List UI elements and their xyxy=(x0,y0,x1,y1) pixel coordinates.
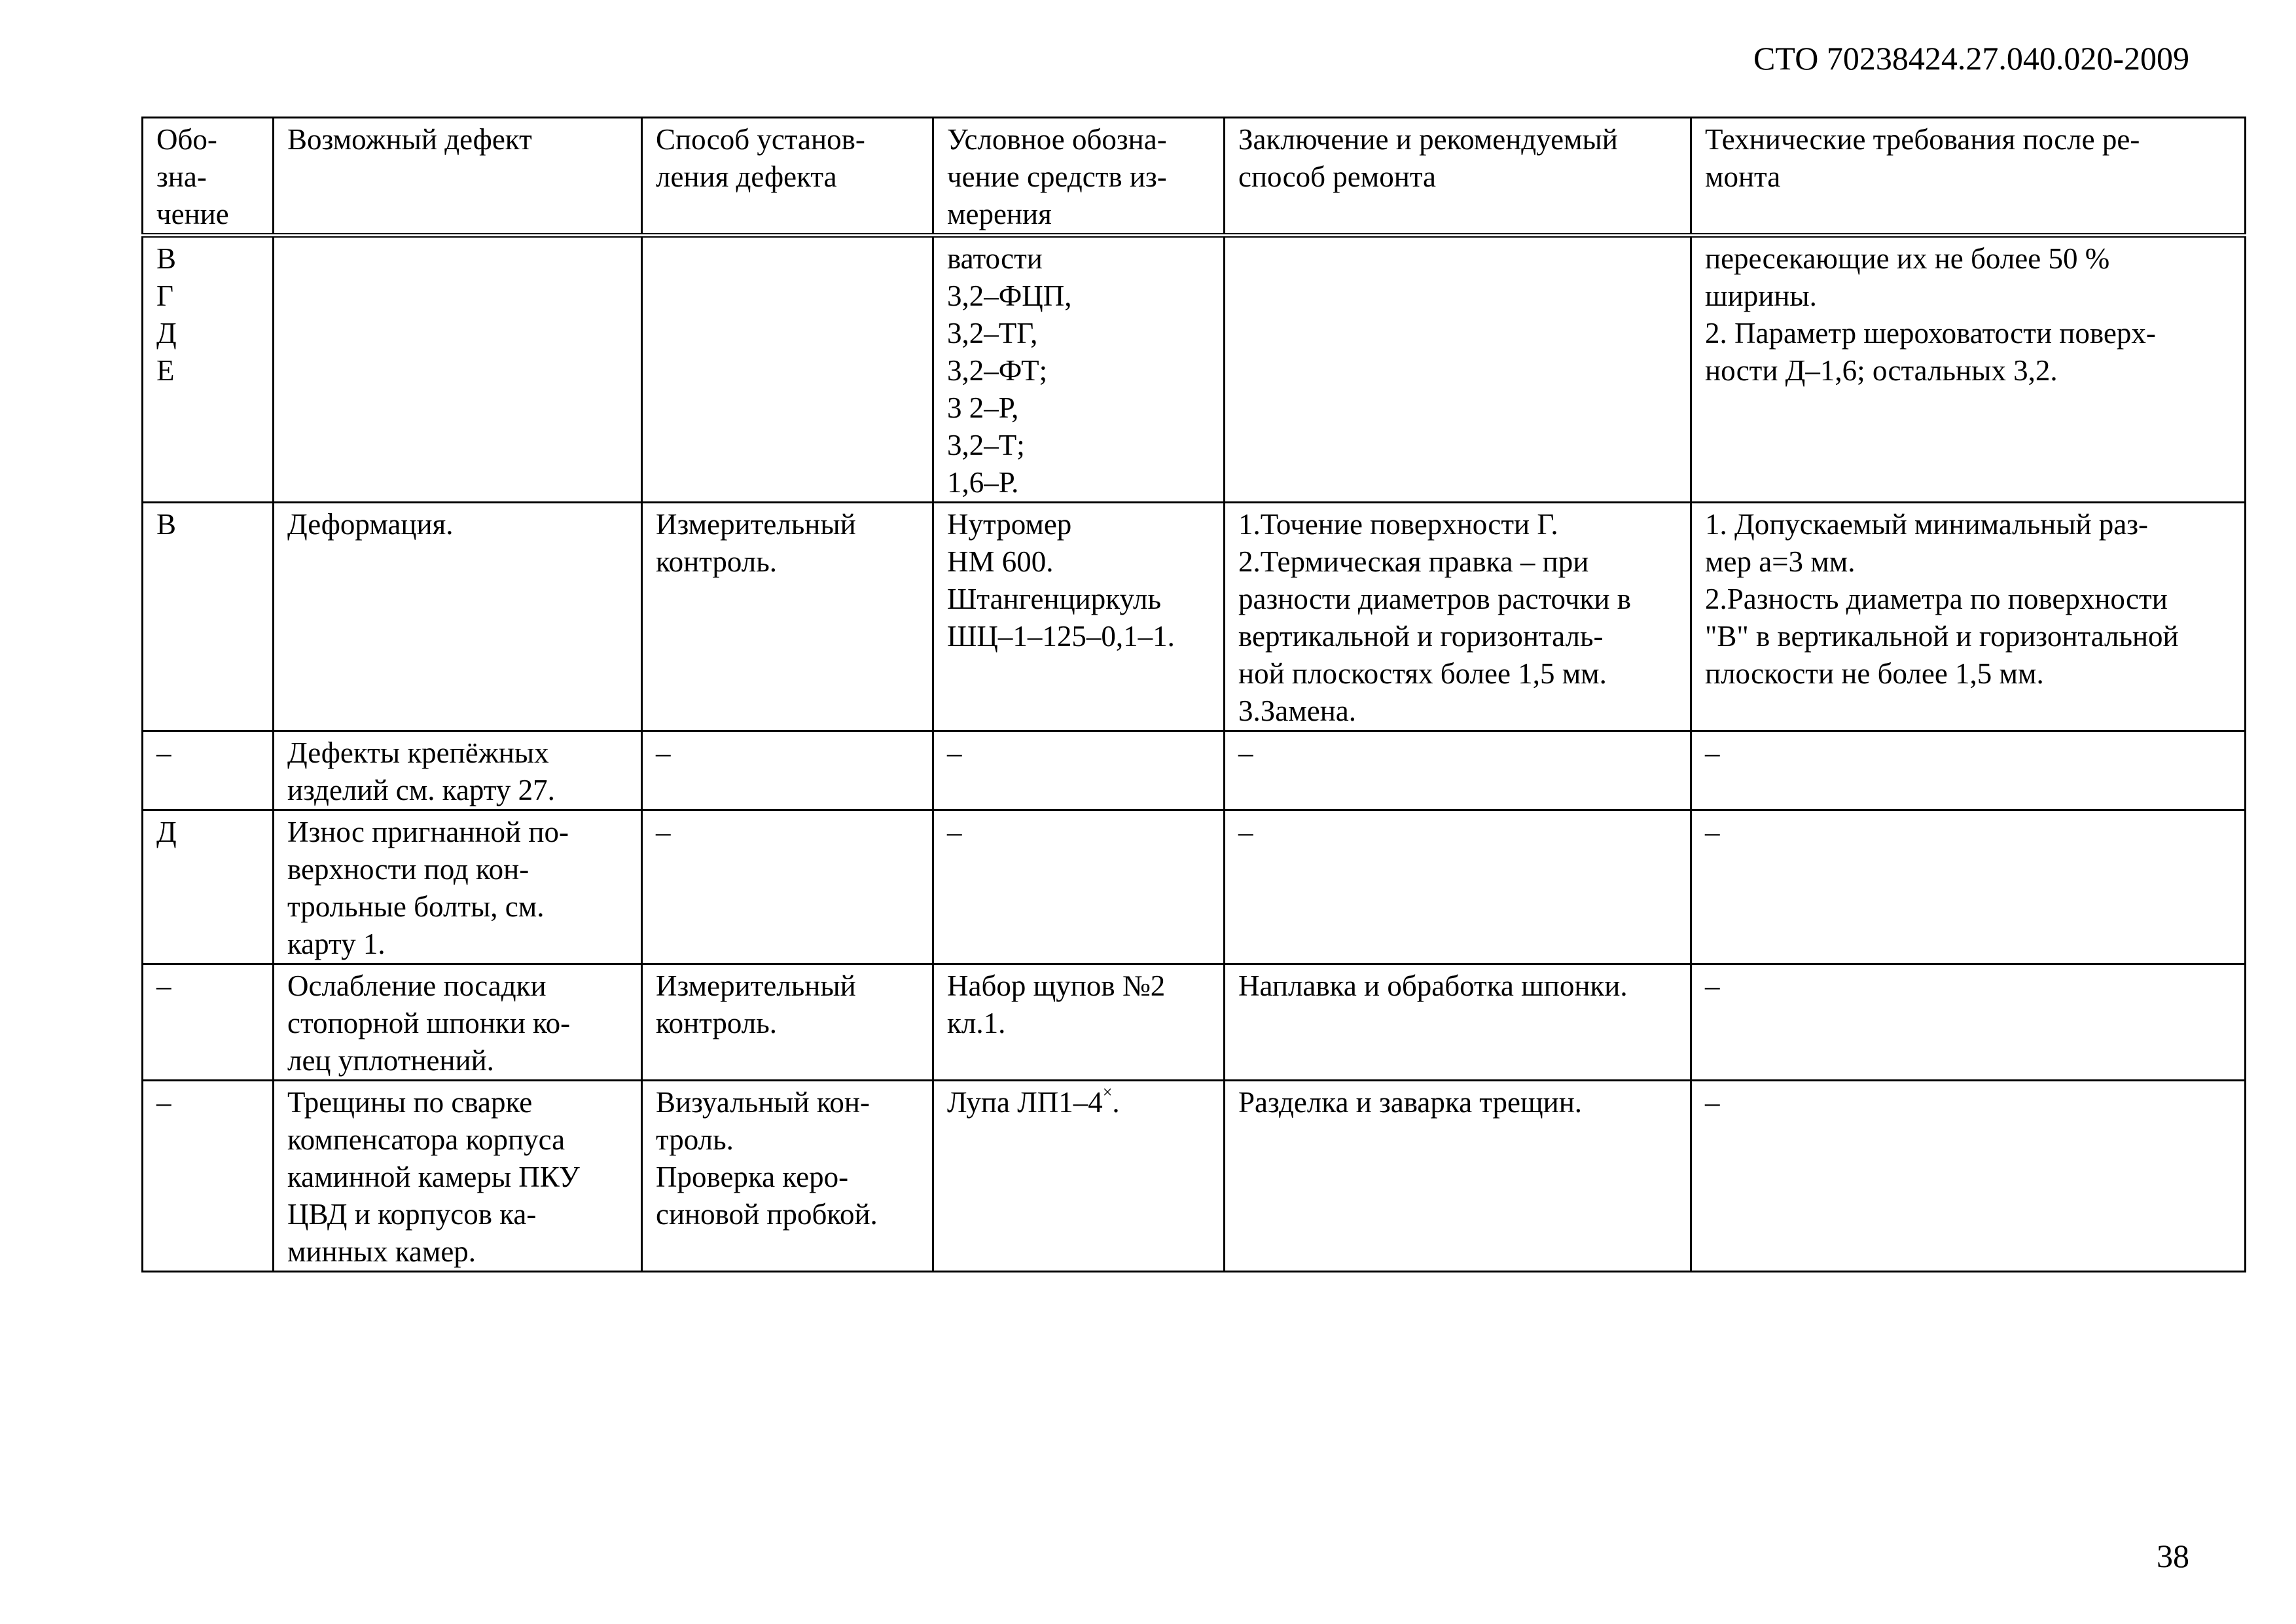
cell-requirements: 1. Допускаемый минимальный раз- мер а=3 мм. 2.Разность диаметра по поверхности "В" в вертикальной и горизонтальной плоскости не более 1,5 мм. xyxy=(1691,503,2246,731)
table-row xyxy=(143,1081,2246,1272)
cell-designation: – xyxy=(143,964,274,1081)
column-header-requirements: Технические требования после ре- монта xyxy=(1691,118,2246,236)
cell-method xyxy=(642,236,933,503)
cell-defect: Износ пригнанной по- верхности под кон- трольные болты, см. карту 1. xyxy=(274,810,642,964)
cell-designation: – xyxy=(143,1081,274,1272)
cell-conclusion xyxy=(1225,236,1691,503)
cell-conclusion: – xyxy=(1225,731,1691,810)
defect-table xyxy=(141,117,2246,1272)
cell-method: – xyxy=(642,810,933,964)
cell-instruments: Набор щупов №2 кл.1. xyxy=(933,964,1225,1081)
page-number: 38 xyxy=(2157,1538,2189,1574)
cell-defect: Дефекты крепёжных изделий см. карту 27. xyxy=(274,731,642,810)
column-header-conclusion: Заключение и рекомендуемый способ ремонта xyxy=(1225,118,1691,236)
cell-instruments: ватости 3,2–ФЦП, 3,2–ТГ, 3,2–ФТ; 3 2–Р, 3,2–Т; 1,6–Р. xyxy=(933,236,1225,503)
table-row xyxy=(143,503,2246,731)
cell-conclusion: 1.Точение поверхности Г. 2.Термическая правка – при разности диаметров расточки в вертикальной и горизонталь- ной плоскостях более 1,5 мм. 3.Замена. xyxy=(1225,503,1691,731)
magnification-superscript: × xyxy=(1102,1083,1113,1102)
cell-requirements: – xyxy=(1691,810,2246,964)
cell-method: – xyxy=(642,731,933,810)
table-row xyxy=(143,810,2246,964)
table-row xyxy=(143,236,2246,503)
cell-requirements: – xyxy=(1691,1081,2246,1272)
cell-designation: Д xyxy=(143,810,274,964)
instrument-text-end: . xyxy=(1112,1086,1120,1119)
table-header-row xyxy=(143,118,2246,236)
cell-requirements: – xyxy=(1691,731,2246,810)
cell-requirements: – xyxy=(1691,964,2246,1081)
table-row xyxy=(143,964,2246,1081)
cell-defect: Деформация. xyxy=(274,503,642,731)
cell-instruments: – xyxy=(933,731,1225,810)
cell-conclusion: Разделка и заварка трещин. xyxy=(1225,1081,1691,1272)
cell-instruments: Нутромер НМ 600. Штангенциркуль ШЦ–1–125–0,1–1. xyxy=(933,503,1225,731)
column-header-instruments: Условное обозна- чение средств из- мерения xyxy=(933,118,1225,236)
column-header-designation: Обо- зна- чение xyxy=(143,118,274,236)
column-header-defect: Возможный дефект xyxy=(274,118,642,236)
cell-instruments xyxy=(933,1081,1225,1272)
cell-defect: Ослабление посадки стопорной шпонки ко- лец уплотнений. xyxy=(274,964,642,1081)
cell-defect xyxy=(274,236,642,503)
cell-conclusion: Наплавка и обработка шпонки. xyxy=(1225,964,1691,1081)
cell-method: Измерительный контроль. xyxy=(642,964,933,1081)
cell-method: Измерительный контроль. xyxy=(642,503,933,731)
document-code: СТО 70238424.27.040.020-2009 xyxy=(1753,40,2189,77)
column-header-method: Способ установ- ления дефекта xyxy=(642,118,933,236)
cell-designation: В xyxy=(143,503,274,731)
table-row xyxy=(143,731,2246,810)
cell-defect: Трещины по сварке компенсатора корпуса каминной камеры ПКУ ЦВД и корпусов ка- минных камер. xyxy=(274,1081,642,1272)
cell-instruments: – xyxy=(933,810,1225,964)
cell-designation: – xyxy=(143,731,274,810)
cell-method: Визуальный кон- троль. Проверка керо- синовой пробкой. xyxy=(642,1081,933,1272)
cell-requirements: пересекающие их не более 50 % ширины. 2. Параметр шероховатости поверх- ности Д–1,6; остальных 3,2. xyxy=(1691,236,2246,503)
instrument-text: Лупа ЛП1–4 xyxy=(947,1086,1103,1119)
cell-conclusion: – xyxy=(1225,810,1691,964)
cell-designation: В Г Д Е xyxy=(143,236,274,503)
